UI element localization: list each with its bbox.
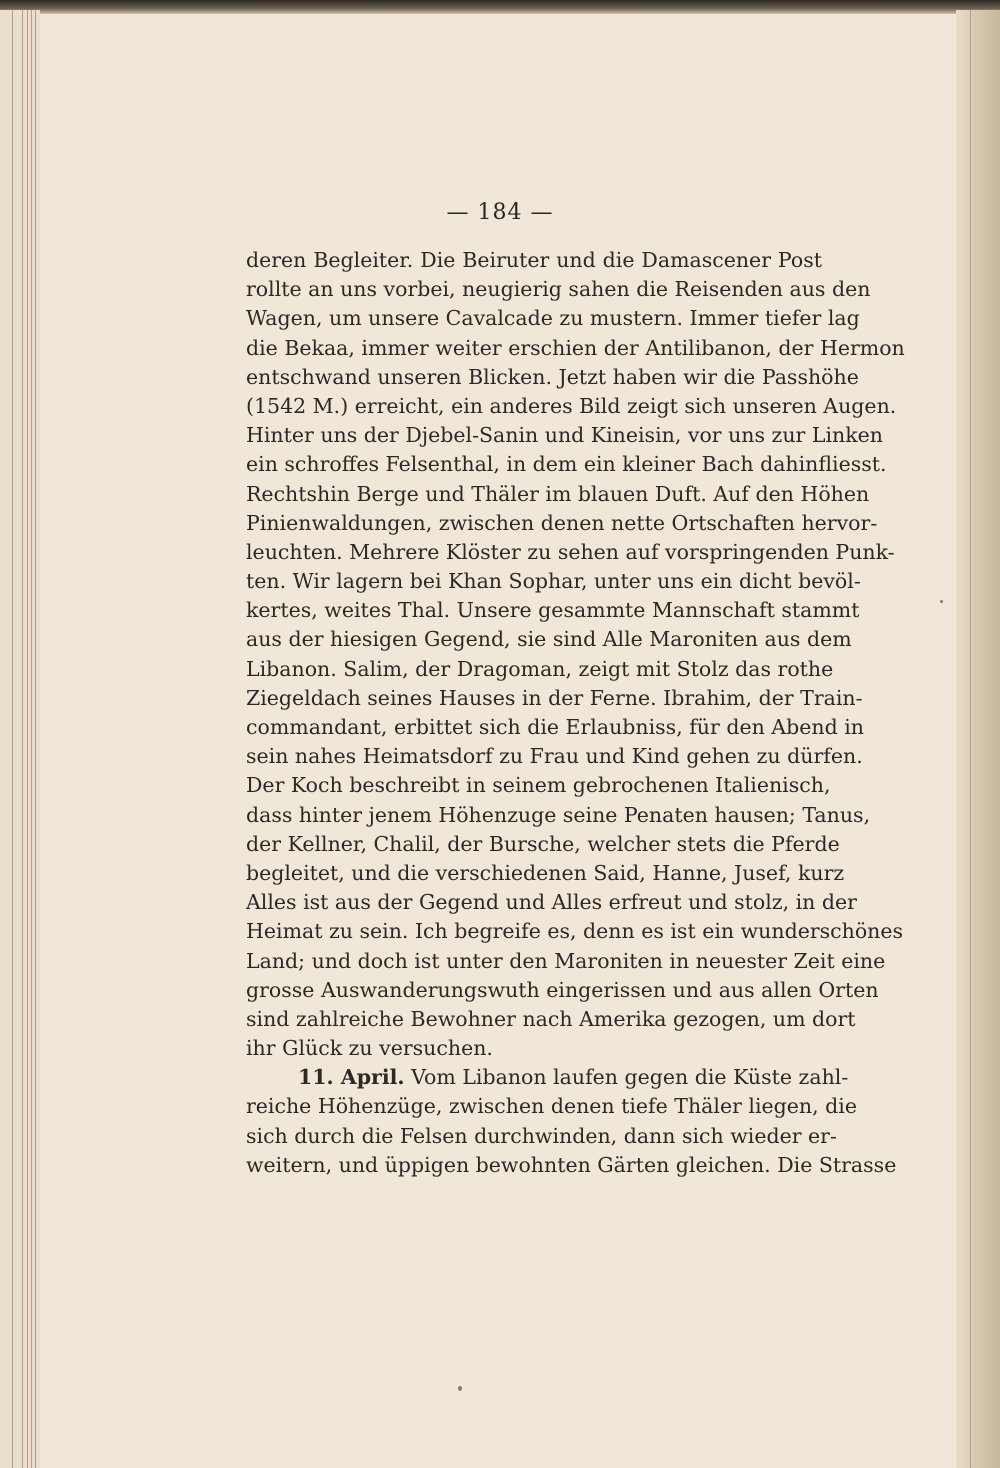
text-line-with-heading xyxy=(246,1063,849,1092)
text-line: sind zahlreiche Bewohner nach Amerika gezogen, um dort xyxy=(246,1006,856,1031)
binding-rule xyxy=(35,10,36,1468)
text-line: entschwand unseren Blicken. Jetzt haben wir die Passhöhe xyxy=(246,364,859,389)
text-line: sich durch die Felsen durchwinden, dann sich wieder er- xyxy=(246,1123,837,1148)
text-line: dass hinter jenem Höhenzuge seine Penaten hausen; Tanus, xyxy=(246,802,871,827)
text-line: aus der hiesigen Gegend, sie sind Alle Maroniten aus dem xyxy=(246,627,852,652)
page-right-edge xyxy=(956,10,1000,1468)
text-line: begleitet, und die verschiedenen Said, Hanne, Jusef, kurz xyxy=(246,860,845,885)
text-line: Hinter uns der Djebel-Sanin und Kineisin, vor uns zur Linken xyxy=(246,423,883,448)
book-binding xyxy=(0,10,40,1468)
text-line: leuchten. Mehrere Klöster zu sehen auf vorspringenden Punk- xyxy=(246,539,895,564)
text-line: commandant, erbittet sich die Erlaubniss, für den Abend in xyxy=(246,715,864,739)
text-line: ihr Glück zu versuchen. xyxy=(246,1036,493,1061)
page-fold xyxy=(970,10,971,1468)
text-line: grosse Auswanderungswuth eingerissen und aus allen Orten xyxy=(246,977,879,1002)
text-line: sein nahes Heimatsdorf zu Frau und Kind gehen zu dürfen. xyxy=(246,744,863,769)
text-line: der Kellner, Chalil, der Bursche, welcher stets die Pferde xyxy=(246,831,840,856)
text-line: weitern, und üppigen bewohnten Gärten gleichen. Die Strasse xyxy=(246,1152,897,1177)
text-line: Heimat zu sein. Ich begreife es, denn es ist ein wunderschönes xyxy=(246,919,904,944)
paper-speck xyxy=(458,1386,462,1391)
text-line: Pinienwaldungen, zwischen denen nette Ortschaften hervor- xyxy=(246,510,878,535)
text-line: rollte an uns vorbei, neugierig sahen die Reisenden aus den xyxy=(246,277,871,302)
text-line: reiche Höhenzüge, zwischen denen tiefe Thäler liegen, die xyxy=(246,1094,857,1119)
binding-rule xyxy=(31,10,32,1468)
text-line: die Bekaa, immer weiter erschien der Antilibanon, der Hermon xyxy=(246,335,905,360)
text-line: Ziegeldach seines Hauses in der Ferne. Ibrahim, der Train- xyxy=(246,685,863,710)
binding-rule xyxy=(12,10,13,1468)
binding-rule xyxy=(27,10,28,1468)
binding-rule xyxy=(22,10,23,1468)
page-number: — 184 — xyxy=(446,200,554,225)
text-line: Alles ist aus der Gegend und Alles erfreut und stolz, in der xyxy=(246,890,857,915)
paper-speck xyxy=(940,600,943,603)
body-text xyxy=(246,246,905,1180)
text-line: Land; und doch ist unter den Maroniten in neuester Zeit eine xyxy=(246,948,886,973)
text-line: deren Begleiter. Die Beiruter und die Damascener Post xyxy=(246,248,822,272)
text-line: Wagen, um unsere Cavalcade zu mustern. Immer tiefer lag xyxy=(246,306,860,331)
text-line: kertes, weites Thal. Unsere gesammte Mannschaft stammt xyxy=(246,598,860,623)
text-line: Der Koch beschreibt in seinem gebrochenen Italienisch, xyxy=(246,773,831,798)
scan-top-edge xyxy=(0,0,1000,14)
text-line: (1542 M.) erreicht, ein anderes Bild zeigt sich unseren Augen. xyxy=(246,393,897,418)
date-heading: 11. April. xyxy=(298,1065,405,1090)
text-line: Rechtshin Berge und Thäler im blauen Duft. Auf den Höhen xyxy=(246,481,870,506)
text-line: Vom Libanon laufen gegen die Küste zahl- xyxy=(411,1065,849,1090)
text-line: ten. Wir lagern bei Khan Sophar, unter uns ein dicht bevöl- xyxy=(246,569,861,594)
text-line: ein schroffes Felsenthal, in dem ein kleiner Bach dahinfliesst. xyxy=(246,452,887,477)
text-line: Libanon. Salim, der Dragoman, zeigt mit Stolz das rothe xyxy=(246,656,834,681)
